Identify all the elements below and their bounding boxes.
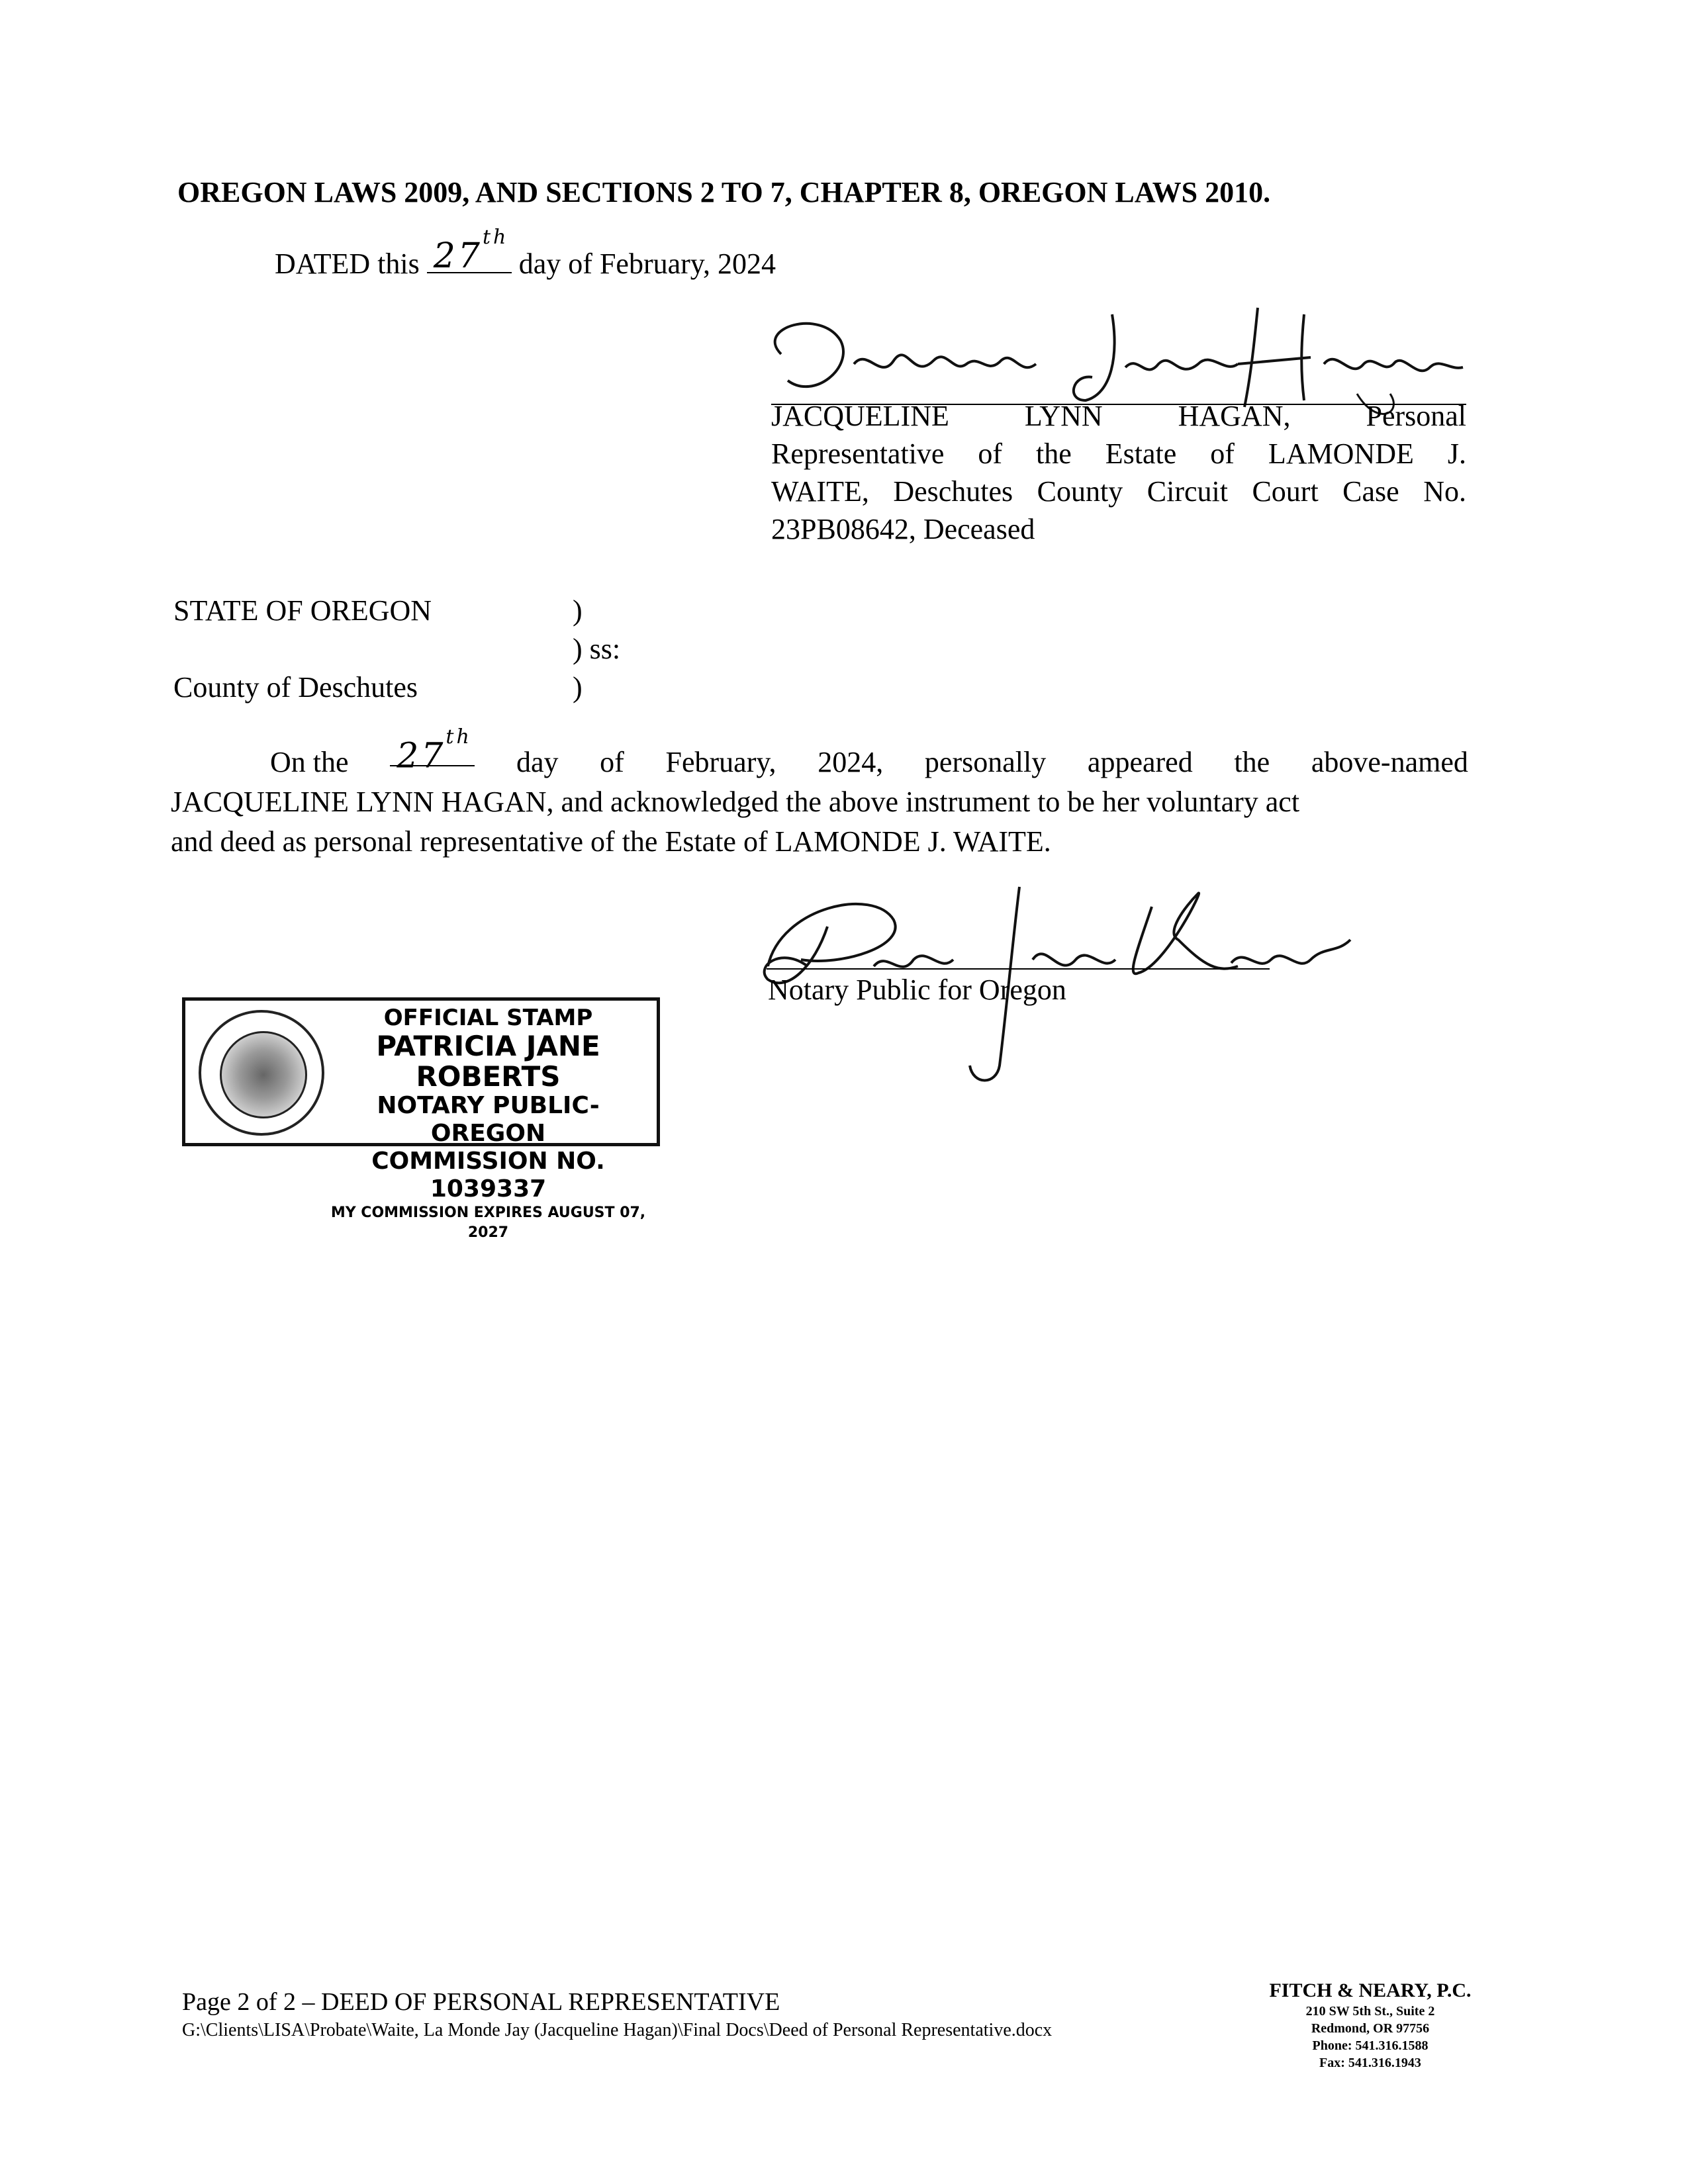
stamp-line-3: NOTARY PUBLIC-OREGON [377,1092,600,1147]
venue-state: STATE OF OREGON [173,594,432,627]
pr-line-4: 23PB08642, Deceased [771,513,1035,545]
personal-representative-block [771,397,1466,548]
footer-file-path: G:\Clients\LISA\Probate\Waite, La Monde Jay (Jacqueline Hagan)\Final Docs\Deed of Personal Representative.docx [182,2020,1053,2040]
firm-fax: Fax: 541.316.1943 [1319,2056,1421,2070]
stamp-line-2: PATRICIA JANE ROBERTS [376,1030,600,1093]
ack-line-3: and deed as personal representative of the Estate of LAMONDE J. WAITE. [171,825,1051,858]
firm-city: Redmond, OR 97756 [1311,2021,1430,2036]
venue-paren-top: ) [573,594,583,627]
dated-day-blank [427,225,512,276]
notary-label: Notary Public for Oregon [768,974,1066,1006]
ack-line-1: On the 27th day of February, 2024, personally appeared the above-named [270,725,1468,778]
firm-address: 210 SW 5th St., Suite 2 [1305,2004,1435,2019]
official-notary-stamp [182,997,660,1241]
venue-county: County of Deschutes [173,671,418,704]
ack-day-handwritten: 27th [397,725,472,776]
section-heading: OREGON LAWS 2009, AND SECTIONS 2 TO 7, CHAPTER 8, OREGON LAWS 2010. [177,176,1271,208]
acknowledgment-paragraph [171,725,1468,862]
dated-day-handwritten: 27th [433,225,509,276]
firm-name: FITCH & NEARY, P.C. [1269,1979,1472,2001]
ack-line-2: JACQUELINE LYNN HAGAN, and acknowledged the above instrument to be her voluntary act [171,786,1300,818]
dated-line [275,225,776,281]
stamp-line-4: COMMISSION NO. 1039337 [371,1148,605,1203]
stamp-line-5: MY COMMISSION EXPIRES AUGUST 07, 2027 [330,1205,646,1241]
venue-ss: ) ss: [573,633,621,665]
pr-line-3: WAITE, Deschutes County Circuit Court Case No. [771,475,1466,508]
ack-day-blank [390,725,475,776]
pr-line-2: Representative of the Estate of LAMONDE J. [771,437,1466,470]
stamp-line-1: OFFICIAL STAMP [383,1005,593,1031]
law-firm-block [1231,1979,1509,2071]
oregon-state-seal [199,1010,324,1136]
stamp-text [324,1005,652,1243]
seal-emblem [220,1031,307,1118]
venue-paren-bottom: ) [573,671,583,704]
pr-line-1: JACQUELINE LYNN HAGAN, Personal [771,400,1467,432]
firm-phone: Phone: 541.316.1588 [1312,2038,1429,2053]
notary-signature-line [767,968,1270,970]
dated-suffix: day of February, 2024 [518,248,776,280]
dated-prefix: DATED this [275,248,420,280]
footer-page-label: Page 2 of 2 – DEED OF PERSONAL REPRESENTATIVE [182,1988,780,2016]
